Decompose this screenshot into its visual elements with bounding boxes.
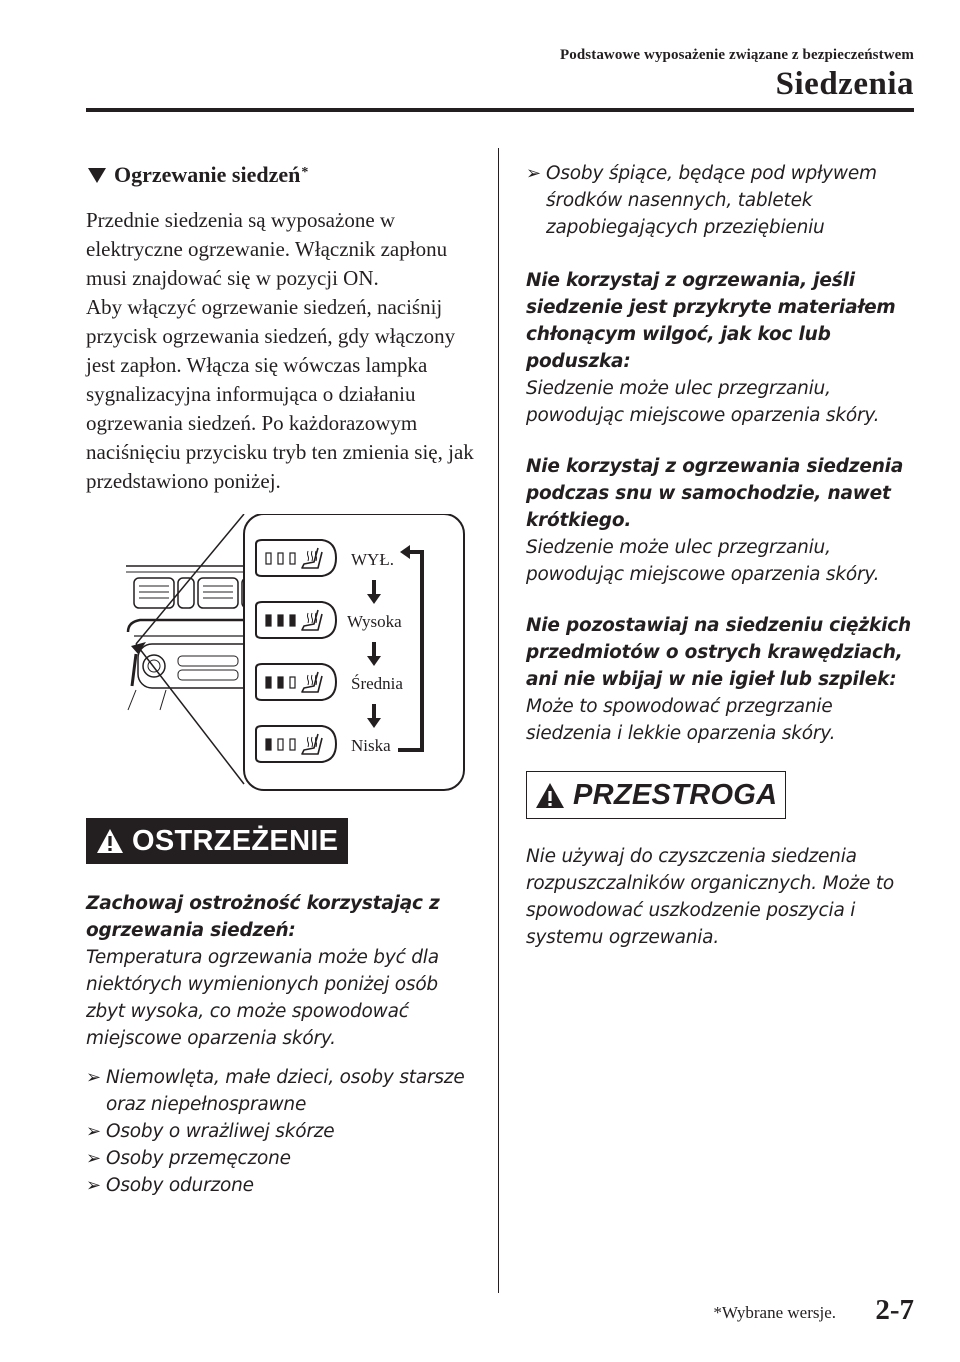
arrow-bullet-icon: ➢ <box>526 163 541 184</box>
running-header-title: Siedzenia <box>775 66 914 102</box>
seat-heater-button-icon <box>256 726 336 762</box>
caution-badge <box>526 771 786 819</box>
mode-label-low: Niska <box>351 736 391 755</box>
warning-text: Temperatura ogrzewania może być dla niektórych wymienionych poniżej osób zbyt wysoka, co może spowodować miejscowe oparzenia skóry. <box>86 947 439 1049</box>
caution-text: Nie używaj do czyszczenia siedzenia rozpuszczalników organicznych. Może to spowodować uszkodzenie poszycia i systemu ogrzewania. <box>526 846 895 948</box>
warning-block <box>526 267 918 429</box>
indicator-lamp-off <box>266 553 271 564</box>
warning-block-text: Siedzenie może ulec przegrzaniu, powodując miejscowe oparzenia skóry. <box>526 537 880 585</box>
caution-badge-wrap <box>526 771 918 819</box>
indicator-lamp-on <box>266 615 271 626</box>
warning-block-text: Może to spowodować przegrzanie siedzenia i lekkie oparzenia skóry. <box>526 696 836 744</box>
seat-heater-illustration <box>126 514 466 792</box>
indicator-lamp-on <box>266 677 271 688</box>
running-header-subtitle: Podstawowe wyposażenie związane z bezpieczeństwem <box>560 47 914 63</box>
mode-label-medium: Średnia <box>351 674 403 693</box>
section-body <box>86 206 482 496</box>
seat-heater-button-icon <box>256 602 336 638</box>
page-number: 2-7 <box>875 1294 914 1326</box>
triangle-bullet-icon <box>88 168 106 183</box>
mode-label-high: Wysoka <box>347 612 402 631</box>
indicator-lamp-on <box>290 615 295 626</box>
paragraph: Przednie siedzenia są wyposażone w elektryczne ogrzewanie. Włącznik zapłonu musi znajdować się w pozycji ON. <box>86 208 448 290</box>
warning-block <box>526 453 918 588</box>
footnote: *Wybrane wersje. <box>713 1303 836 1322</box>
list-item: ➢ Osoby przemęczone <box>86 1145 482 1172</box>
list-item: ➢ Osoby śpiące, będące pod wpływem środków nasennych, tabletek zapobiegających przeziębieniu <box>526 160 918 241</box>
indicator-lamp-off <box>278 739 283 750</box>
warning-heading: Zachowaj ostrożność korzystając z ogrzewania siedzeń: <box>86 893 440 941</box>
indicator-lamp-off <box>278 553 283 564</box>
indicator-lamp-on <box>266 739 271 750</box>
seat-heater-mode-figure <box>126 514 466 792</box>
warning-bullet-list <box>86 1064 482 1199</box>
right-column <box>526 160 918 951</box>
indicator-lamp-off <box>290 739 295 750</box>
arrow-bullet-icon: ➢ <box>86 1148 101 1169</box>
warning-block-text: Siedzenie może ulec przegrzaniu, powodując miejscowe oparzenia skóry. <box>526 378 880 426</box>
warning-label: OSTRZEŻENIE <box>132 824 339 857</box>
warning-badge <box>86 818 348 864</box>
caution-triangle-icon <box>535 782 565 809</box>
indicator-lamp-on <box>278 615 283 626</box>
mode-label-off: WYŁ. <box>351 550 394 569</box>
warning-content <box>86 890 482 1199</box>
seat-heater-button-icon <box>256 664 336 700</box>
section-title <box>86 162 482 188</box>
list-item: ➢ Osoby o wrażliwej skórze <box>86 1118 482 1145</box>
arrow-bullet-icon: ➢ <box>86 1121 101 1142</box>
warning-block <box>526 612 918 747</box>
caution-label: PRZESTROGA <box>573 778 778 811</box>
paragraph: Aby włączyć ogrzewanie siedzeń, naciśnij przycisk ogrzewania siedzeń, gdy włączony jest zapłon. Włącza się wówczas lampka sygnalizacyjna informująca o działaniu ogrzewania siedzeń. Po każdorazowym naciśnięciu przycisku tryb ten zmienia się, jak przedstawiono poniżej. <box>86 295 474 493</box>
warning-block-heading: Nie pozostawiaj na siedzeniu ciężkich przedmiotów o ostrych krawędziach, ani nie wbijaj w nie igieł lub szpilek: <box>526 615 911 690</box>
indicator-lamp-on <box>278 677 283 688</box>
arrow-bullet-icon: ➢ <box>86 1067 101 1088</box>
seat-heater-button-icon <box>256 540 336 576</box>
warning-badge-wrap <box>86 818 482 864</box>
warning-block-heading: Nie korzystaj z ogrzewania, jeśli siedzenie jest przykryte materiałem chłonącym wilgoć, jak koc lub poduszka: <box>526 270 896 372</box>
list-item: ➢ Niemowlęta, małe dzieci, osoby starsze oraz niepełnosprawne <box>86 1064 482 1118</box>
arrow-bullet-icon: ➢ <box>86 1175 101 1196</box>
column-divider <box>498 148 499 1293</box>
indicator-lamp-off <box>290 677 295 688</box>
left-column <box>86 162 482 1199</box>
section-title-text: Ogrzewanie siedzeń <box>114 162 301 187</box>
warning-block-heading: Nie korzystaj z ogrzewania siedzenia podczas snu w samochodzie, nawet krótkiego. <box>526 456 904 531</box>
indicator-lamp-off <box>290 553 295 564</box>
list-item: ➢ Osoby odurzone <box>86 1172 482 1199</box>
header-rule <box>86 108 914 112</box>
optional-equipment-mark: * <box>301 165 309 180</box>
warning-triangle-icon <box>96 828 124 854</box>
warning-bullet-list-continued <box>526 160 918 241</box>
